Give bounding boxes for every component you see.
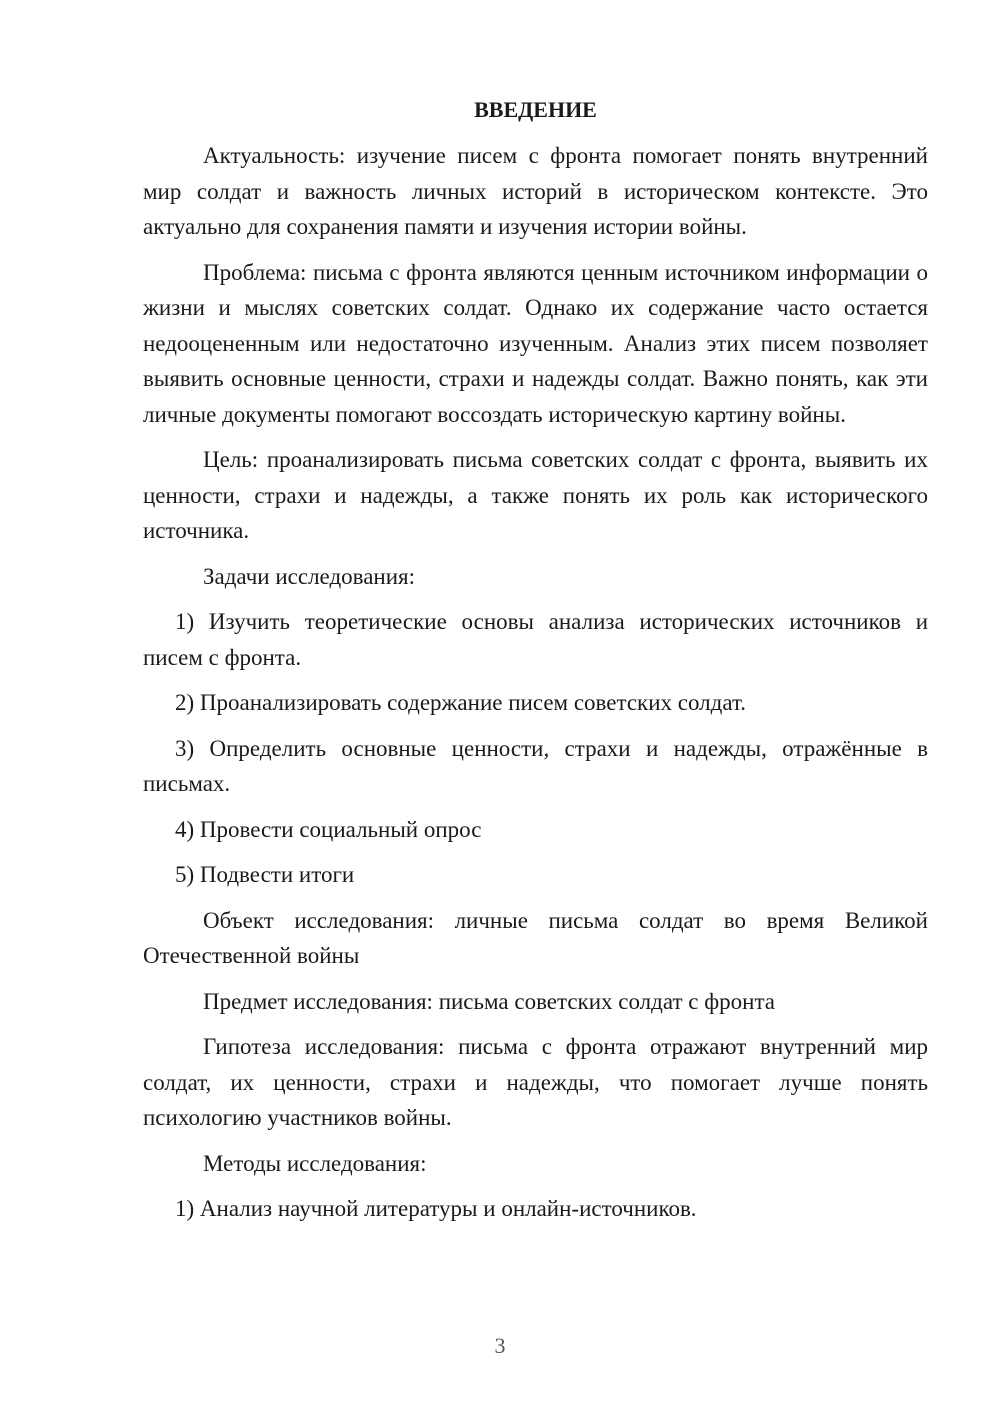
task-item-2: 2) Проанализировать содержание писем советских солдат. [175, 690, 747, 715]
paragraph-subject: Предмет исследования: письма советских солдат с фронта [203, 988, 775, 1014]
task-item-5: 5) Подвести итоги [175, 862, 355, 887]
page-number: 3 [494, 1333, 506, 1358]
paragraph-problem: Проблема: письма с фронта являются ценным источником информации о жизни и мыслях советских солдат. Однако их содержание часто остается недооцененным или недостаточно изученным. Анализ этих писем позволяет выявить основные ценности, страхи и надежды солдат. Важно понять, как эти личные документы помогают воссоздать историческую картину войны. [143, 259, 928, 427]
document-page [143, 92, 928, 1237]
task-item-3: 3) Определить основные ценности, страхи и надежды, отражённые в письмах. [143, 735, 928, 796]
task-item-1: 1) Изучить теоретические основы анализа исторических источников и писем с фронта. [143, 609, 928, 670]
paragraph-methods-heading: Методы исследования: [203, 1150, 427, 1176]
task-item-4: 4) Провести социальный опрос [175, 816, 482, 842]
paragraph-relevance: Актуальность: изучение писем с фронта помогает понять внутренний мир солдат и важность личных историй в историческом контексте. Это актуально для сохранения памяти и изучения истории войны. [143, 143, 928, 239]
paragraph-tasks-heading: Задачи исследования: [203, 563, 416, 589]
paragraph-object: Объект исследования: личные письма солдат во время Великой Отечественной войны [143, 907, 928, 968]
method-item-1: 1) Анализ научной литературы и онлайн-источников. [175, 1196, 697, 1221]
section-title: ВВЕДЕНИЕ [474, 97, 597, 122]
paragraph-hypothesis: Гипотеза исследования: письма с фронта отражают внутренний мир солдат, их ценности, страхи и надежды, что помогает лучше понять психологию участников войны. [143, 1034, 928, 1130]
paragraph-goal: Цель: проанализировать письма советских солдат с фронта, выявить их ценности, страхи и надежды, а также понять их роль как исторического источника. [143, 447, 928, 543]
